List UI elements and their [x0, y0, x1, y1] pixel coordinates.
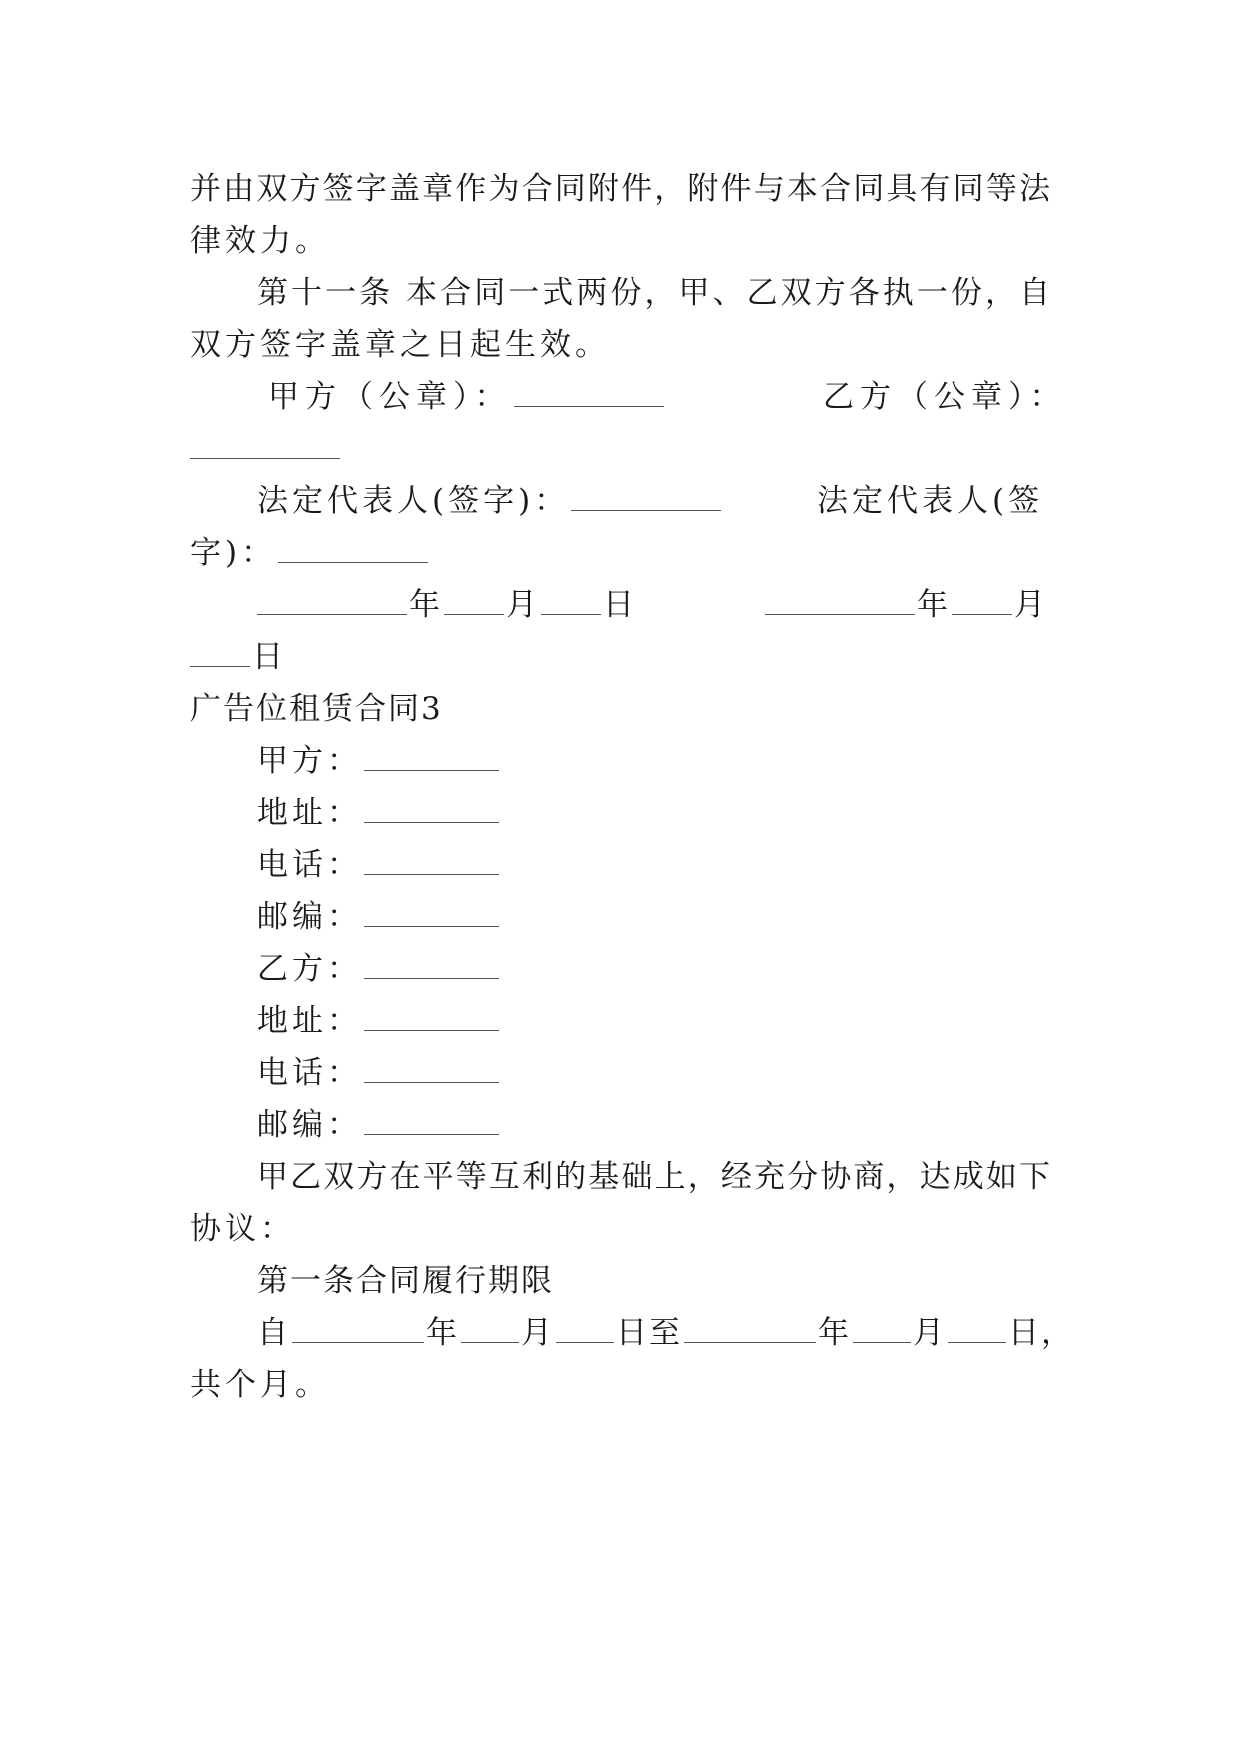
postcode-a-blank: [364, 896, 499, 927]
rep-a-blank: [571, 480, 721, 511]
period-end-year-blank: [684, 1312, 816, 1343]
party-a-seal-label: 甲方（公章）：: [268, 379, 512, 415]
date-b-day-blank: [190, 636, 250, 667]
party-a-label: 甲方：: [257, 743, 362, 779]
article-11-line1: 第十一条 本合同一式两份，甲、乙双方各执一份，自: [257, 275, 1050, 311]
phone-b-label: 电话：: [257, 1055, 362, 1091]
period-line: [257, 1311, 1117, 1355]
intro-line1: 甲乙双方在平等互利的基础上，经充分协商，达成如下: [257, 1159, 1050, 1195]
period-start-day-blank: [556, 1312, 614, 1343]
address-a-blank: [364, 792, 499, 823]
date-b-month-blank: [952, 584, 1012, 615]
postcode-b-blank: [364, 1104, 499, 1135]
rep-b-label-part2: 字)：: [190, 535, 277, 571]
contract-3-title: 广告位租赁合同3: [190, 691, 443, 727]
postcode-a-label: 邮编：: [257, 899, 362, 935]
party-b-seal-label: 乙方（公章）：: [823, 379, 1067, 415]
article-11-line2: 双方签字盖章之日起生效。: [190, 327, 610, 363]
period-start-month-blank: [461, 1312, 519, 1343]
date-b-day: 日: [252, 639, 287, 675]
period-end-day-blank: [948, 1312, 1006, 1343]
field-address-a: [257, 791, 1117, 835]
phone-a-label: 电话：: [257, 847, 362, 883]
intro-line2: 协议：: [190, 1211, 295, 1247]
date-b-year-blank: [765, 584, 915, 615]
date-a-month: 月: [506, 587, 539, 623]
party-b-label: 乙方：: [257, 951, 362, 987]
date-b-year: 年: [917, 587, 950, 623]
rep-b-label-part1: 法定代表人(签: [817, 483, 1044, 519]
paragraph-annex-line1: 并由双方签字盖章作为合同附件，附件与本合同具有同等法: [190, 171, 1050, 207]
field-postcode-a: [257, 895, 1117, 939]
date-b-group: [765, 583, 1047, 627]
rep-b-blank: [278, 532, 428, 563]
date-a-day: 日: [603, 587, 636, 623]
period-day-to: 日至: [616, 1315, 682, 1351]
address-a-label: 地址：: [257, 795, 362, 831]
address-b-blank: [364, 1000, 499, 1031]
date-line: [257, 583, 1057, 627]
field-phone-b: [257, 1051, 1117, 1095]
field-party-a: [257, 739, 1117, 783]
party-b-blank: [364, 948, 499, 979]
date-b-day-line: [190, 635, 1050, 679]
article-1-title: 第一条合同履行期限: [257, 1263, 554, 1299]
field-phone-a: [257, 843, 1117, 887]
phone-b-blank: [364, 1052, 499, 1083]
field-address-b: [257, 999, 1117, 1043]
period-day-end: 日，: [1008, 1315, 1074, 1351]
seal-line: [268, 375, 1067, 419]
period-end-month: 月: [913, 1315, 946, 1351]
rep-b-label-line: [190, 531, 1050, 575]
party-b-seal-blank: [190, 428, 340, 459]
party-a-seal-blank: [514, 376, 664, 407]
rep-a-label: 法定代表人(签字)：: [257, 483, 570, 519]
period-start-month: 月: [521, 1315, 554, 1351]
field-postcode-b: [257, 1103, 1117, 1147]
postcode-b-label: 邮编：: [257, 1107, 362, 1143]
party-b-seal-blank-line: [190, 427, 1050, 471]
date-a-month-blank: [444, 584, 504, 615]
date-a-day-blank: [541, 584, 601, 615]
date-a-year: 年: [409, 587, 442, 623]
period-start-year-blank: [292, 1312, 424, 1343]
phone-a-blank: [364, 844, 499, 875]
period-end-year: 年: [818, 1315, 851, 1351]
period-total: 共个月。: [190, 1367, 330, 1403]
period-from: 自: [257, 1315, 290, 1351]
period-start-year: 年: [426, 1315, 459, 1351]
address-b-label: 地址：: [257, 1003, 362, 1039]
representative-line: [257, 479, 1057, 523]
paragraph-annex-line2: 律效力。: [190, 223, 330, 259]
date-a-year-blank: [257, 584, 407, 615]
party-a-blank: [364, 740, 499, 771]
period-end-month-blank: [853, 1312, 911, 1343]
date-b-month: 月: [1014, 587, 1047, 623]
field-party-b: [257, 947, 1117, 991]
